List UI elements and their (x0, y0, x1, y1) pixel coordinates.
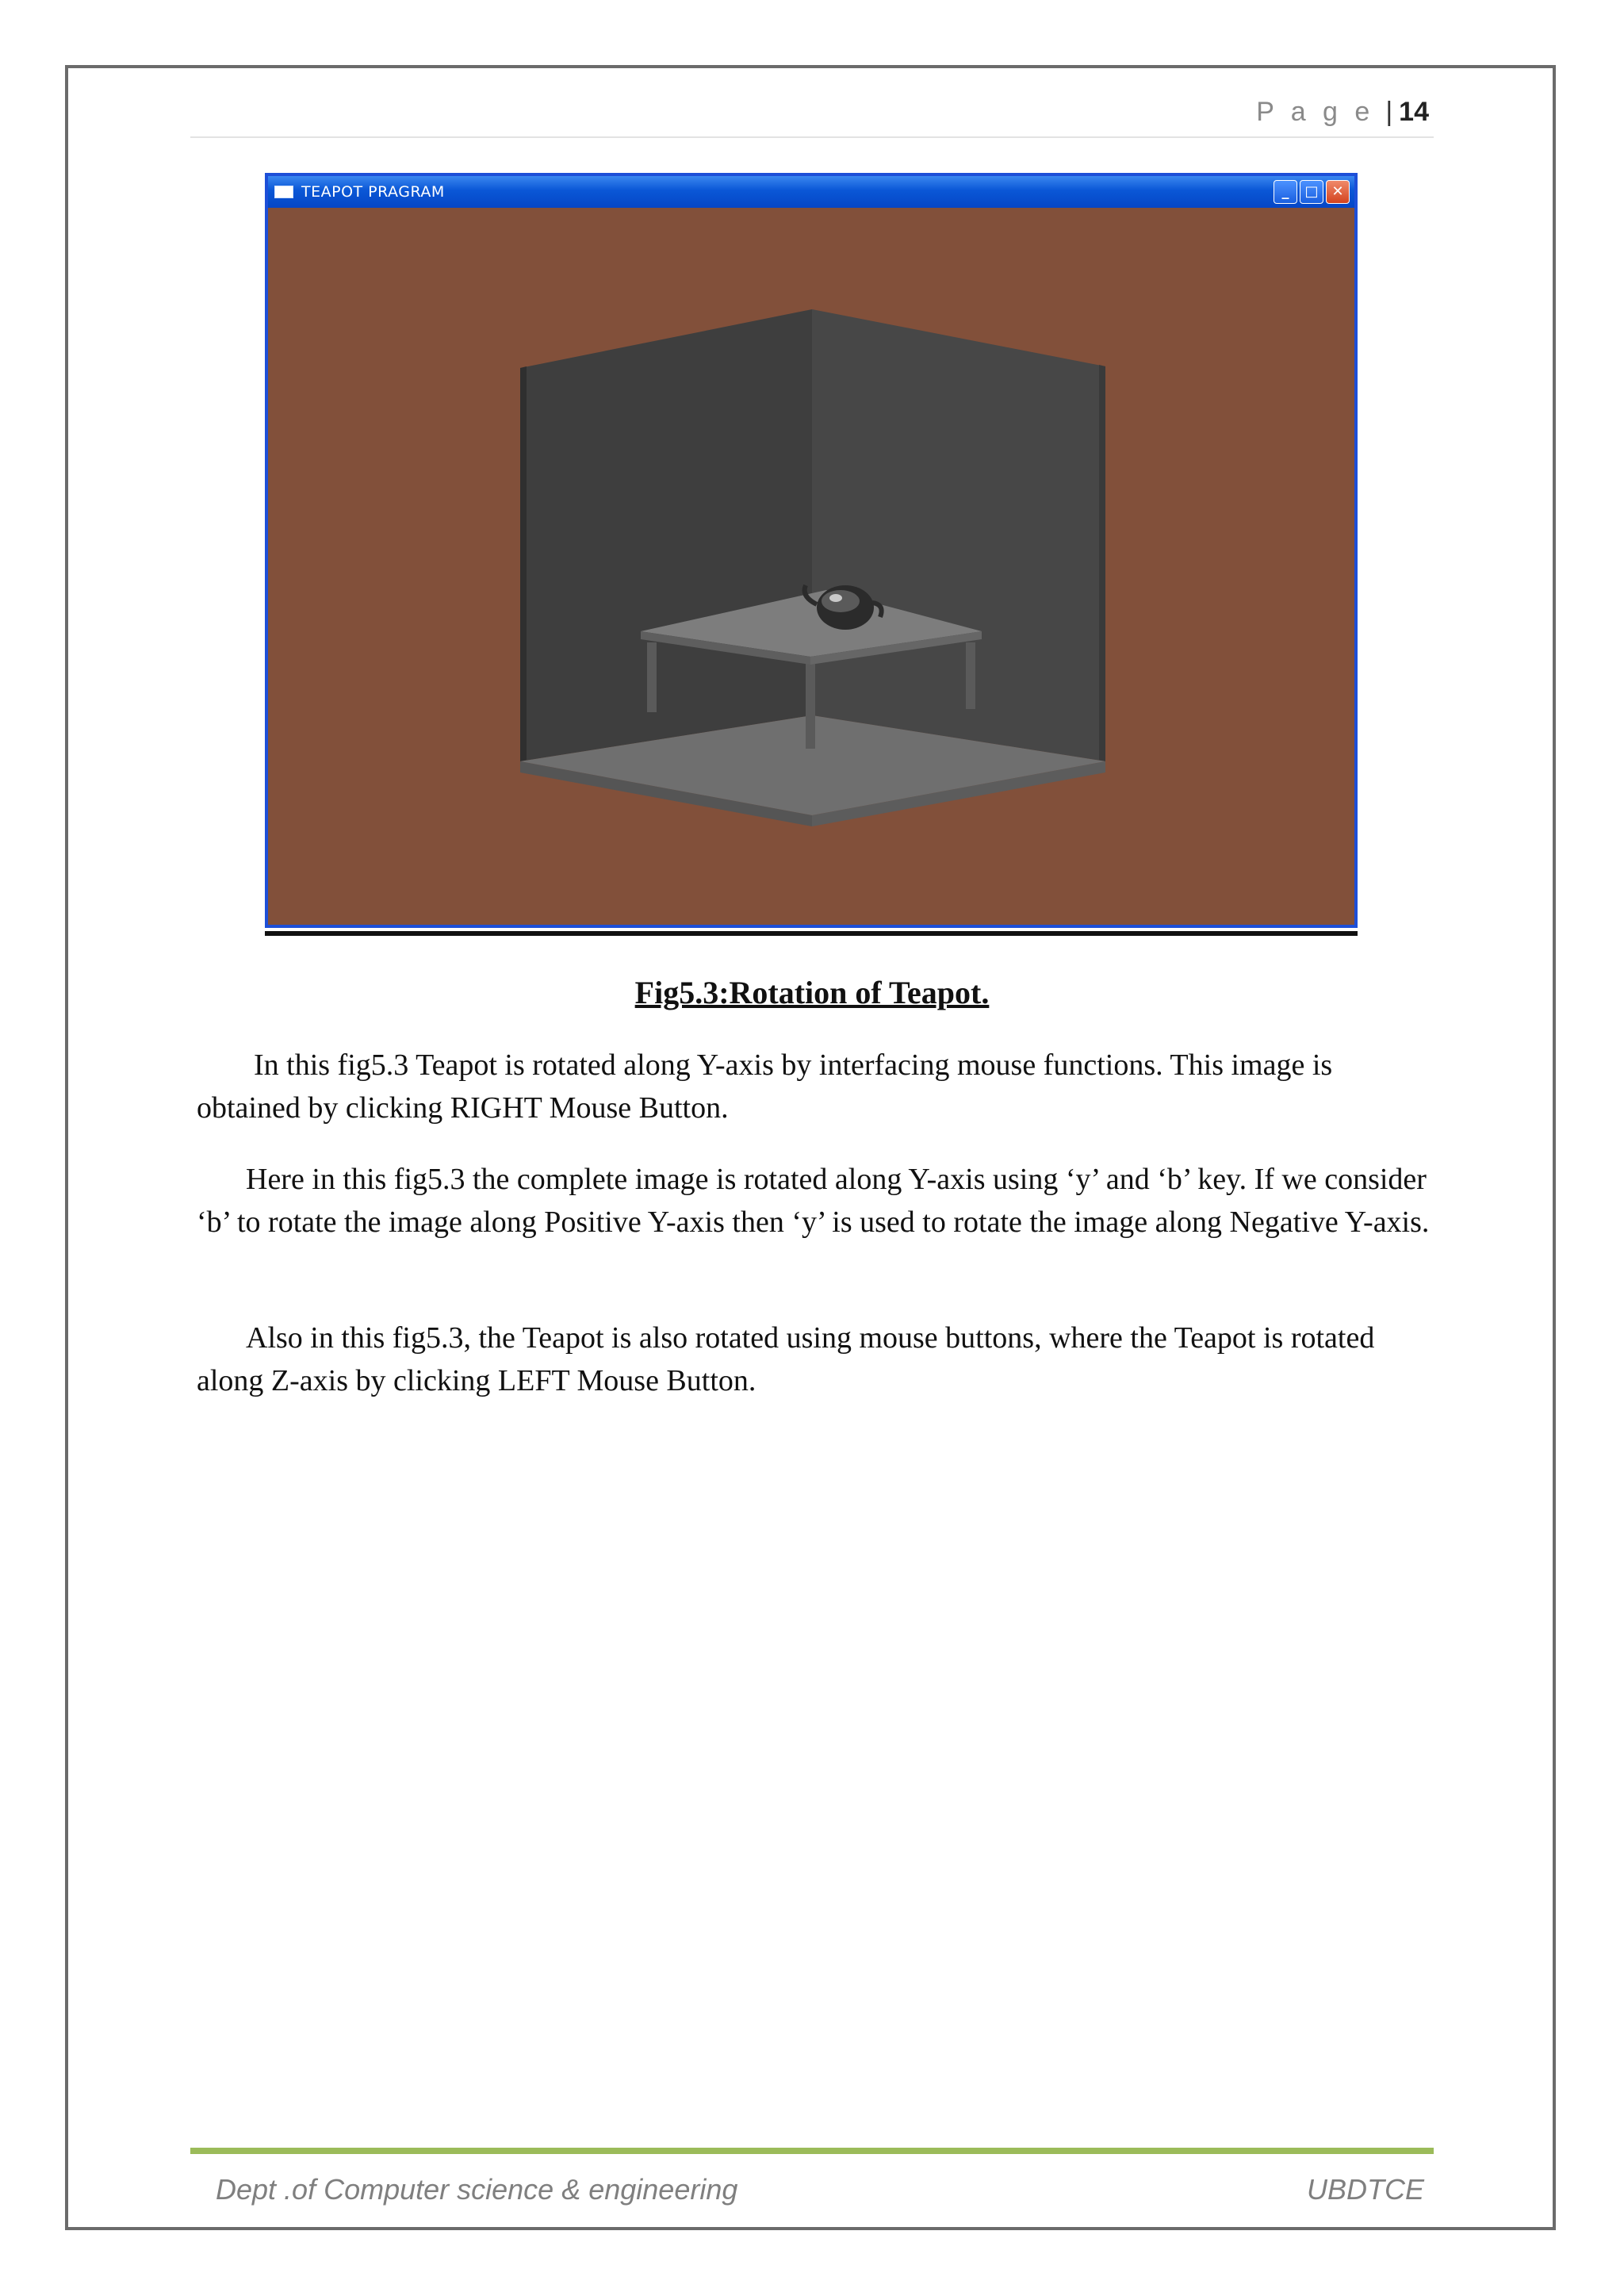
header-rule (190, 136, 1434, 138)
figure-caption: Fig5.3:Rotation of Teapot. (634, 975, 990, 1010)
paragraph-1: In this fig5.3 Teapot is rotated along Y-axis by interfacing mouse functions. This image is obtained by clicking RIGHT Mouse Button. (197, 1048, 1333, 1125)
page-number: 14 (1399, 97, 1429, 127)
window-titlebar[interactable] (268, 176, 1354, 208)
paragraph-3: Also in this fig5.3, the Teapot is also rotated using mouse buttons, where the Teapot is rotated along Z-axis by clicking LEFT Mouse Button. (197, 1321, 1375, 1397)
left-wall-edge (520, 366, 527, 761)
footer-rule (190, 2148, 1434, 2154)
maximize-button[interactable]: □ (1300, 180, 1323, 204)
teapot-scene (268, 208, 1354, 925)
window-app-icon (274, 186, 293, 198)
paragraph-2: Here in this fig5.3 the complete image is rotated along Y-axis using ‘y’ and ‘b’ key. If we consider ‘b’ to rotate the image along Positive Y-axis then ‘y’ is used to rotate the image along Negative Y-axis. (197, 1163, 1430, 1239)
window-title: TEAPOT PRAGRAM (301, 183, 445, 201)
table-leg (647, 642, 657, 712)
close-button[interactable]: ✕ (1326, 180, 1350, 204)
right-wall-edge (1099, 365, 1105, 761)
window-controls (1274, 180, 1350, 204)
figure-bottom-rule (265, 931, 1358, 936)
table-leg (966, 642, 975, 709)
footer-institution: UBDTCE (1306, 2173, 1424, 2206)
page-number-header (1256, 97, 1429, 128)
page-label: P a g e (1256, 97, 1375, 127)
right-wall (812, 309, 1105, 761)
table-leg (806, 663, 815, 749)
footer-department: Dept .of Computer science & engineering (216, 2173, 738, 2206)
page-separator: | (1385, 97, 1393, 127)
left-wall (520, 309, 812, 761)
minimize-button[interactable]: _ (1274, 180, 1297, 204)
teapot-program-window (265, 173, 1358, 928)
